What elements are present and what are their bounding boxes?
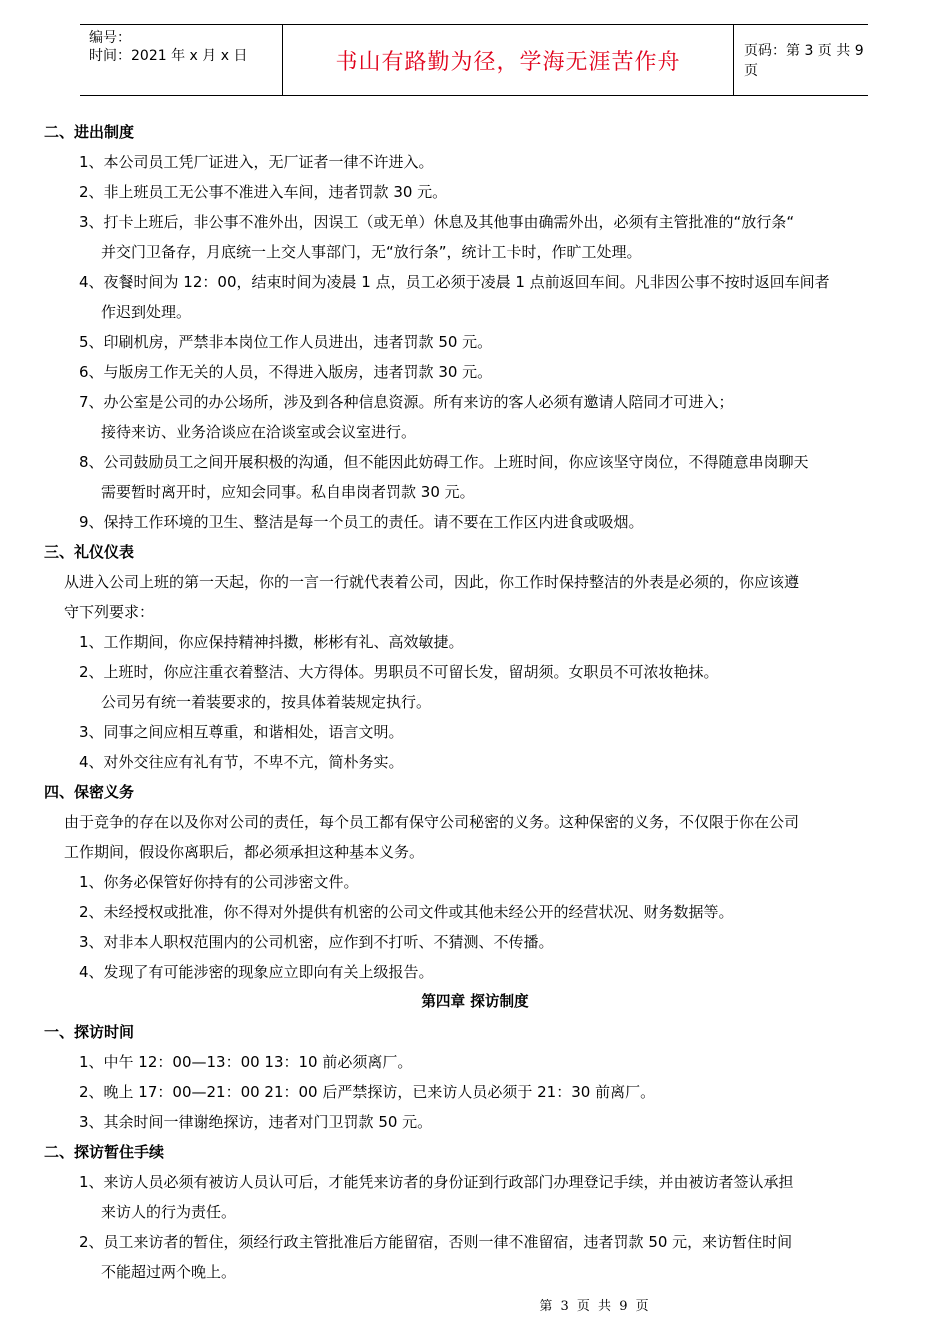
chapter-title: 第四章 探访制度 bbox=[421, 993, 529, 1010]
list-item: 4、夜餐时间为 12：00，结束时间为凌晨 1 点，员工必须于凌晨 1 点前返回车间。凡非因公事不按时返回车间者 bbox=[79, 273, 830, 291]
list-item: 5、印刷机房，严禁非本岗位工作人员进出，违者罚款 50 元。 bbox=[79, 333, 493, 351]
list-item: 6、与版房工作无关的人员，不得进入版房，违者罚款 30 元。 bbox=[79, 363, 493, 381]
section-heading: 三、礼仪仪表 bbox=[44, 543, 135, 561]
paragraph-line: 工作期间，假设你离职后，都必须承担这种基本义务。 bbox=[64, 843, 425, 861]
list-item: 3、对非本人职权范围内的公司机密，应作到不打听、不猜测、不传播。 bbox=[79, 933, 554, 951]
list-item: 2、上班时，你应注重衣着整洁、大方得体。男职员不可留长发，留胡须。女职员不可浓妆艳抹。 bbox=[79, 663, 719, 681]
list-item-continuation: 不能超过两个晚上。 bbox=[101, 1263, 237, 1281]
list-item-continuation: 接待来访、业务洽谈应在洽谈室或会议室进行。 bbox=[101, 423, 417, 441]
list-item-continuation: 作迟到处理。 bbox=[101, 303, 192, 321]
list-item: 1、中午 12：00—13：00 13：10 前必须离厂。 bbox=[79, 1053, 413, 1071]
page-footer: 第 3 页 共 9 页 bbox=[539, 1299, 651, 1314]
paragraph-line: 从进入公司上班的第一天起，你的一言一行就代表着公司，因此，你工作时保持整洁的外表是必须的，你应该遵 bbox=[64, 573, 800, 591]
section-heading: 二、探访暂住手续 bbox=[44, 1143, 165, 1161]
list-item: 1、工作期间，你应保持精神抖擞，彬彬有礼、高效敏捷。 bbox=[79, 633, 464, 651]
list-item: 8、公司鼓励员工之间开展积极的沟通，但不能因此妨碍工作。上班时间，你应该坚守岗位，不得随意串岗聊天 bbox=[79, 453, 809, 471]
section-heading: 一、探访时间 bbox=[44, 1023, 135, 1041]
document-number-label: 编号： bbox=[89, 30, 131, 46]
list-item: 3、打卡上班后，非公事不准外出，因误工（或无单）休息及其他事由确需外出，必须有主管批准的“放行条“ bbox=[79, 213, 795, 231]
list-item-continuation: 公司另有统一着装要求的，按具体着装规定执行。 bbox=[101, 693, 432, 711]
list-item: 1、本公司员工凭厂证进入，无厂证者一律不许进入。 bbox=[79, 153, 434, 171]
header-page-number: 页码：第 3 页 共 9 页 bbox=[744, 43, 864, 79]
list-item: 1、来访人员必须有被访人员认可后，才能凭来访者的身份证到行政部门办理登记手续，并由被访者签认承担 bbox=[79, 1173, 794, 1191]
list-item: 2、员工来访者的暂住，须经行政主管批准后方能留宿，否则一律不准留宿，违者罚款 50 元，来访暂住时间 bbox=[79, 1233, 793, 1251]
header-meta bbox=[80, 25, 275, 95]
list-item: 4、发现了有可能涉密的现象应立即向有关上级报告。 bbox=[79, 963, 434, 981]
list-item: 7、办公室是公司的办公场所，涉及到各种信息资源。所有来访的客人必须有邀请人陪同才可进入； bbox=[79, 393, 734, 411]
list-item: 3、其余时间一律谢绝探访，违者对门卫罚款 50 元。 bbox=[79, 1113, 433, 1131]
list-item: 9、保持工作环境的卫生、整洁是每一个员工的责任。请不要在工作区内进食或吸烟。 bbox=[79, 513, 644, 531]
section-heading: 四、保密义务 bbox=[44, 783, 135, 801]
list-item: 3、同事之间应相互尊重，和谐相处，语言文明。 bbox=[79, 723, 404, 741]
list-item: 2、未经授权或批准，你不得对外提供有机密的公司文件或其他未经公开的经营状况、财务数据等。 bbox=[79, 903, 734, 921]
list-item: 4、对外交往应有礼有节，不卑不亢，简朴务实。 bbox=[79, 753, 404, 771]
page-header bbox=[80, 24, 868, 96]
list-item-continuation: 来访人的行为责任。 bbox=[101, 1203, 237, 1221]
list-item-continuation: 需要暂时离开时，应知会同事。私自串岗者罚款 30 元。 bbox=[101, 483, 475, 501]
header-motto: 书山有路勤为径，学海无涯苦作舟 bbox=[282, 25, 734, 95]
list-item-continuation: 并交门卫备存，月底统一上交人事部门，无“放行条”，统计工卡时，作旷工处理。 bbox=[101, 243, 642, 261]
list-item: 1、你务必保管好你持有的公司涉密文件。 bbox=[79, 873, 359, 891]
paragraph-line: 由于竞争的存在以及你对公司的责任，每个员工都有保守公司秘密的义务。这种保密的义务，不仅限于你在公司 bbox=[64, 813, 800, 831]
list-item: 2、晚上 17：00—21：00 21：00 后严禁探访，已来访人员必须于 21：30 前离厂。 bbox=[79, 1083, 656, 1101]
document-date: 时间：2021 年 x 月 x 日 bbox=[89, 48, 248, 64]
section-heading: 二、进出制度 bbox=[44, 123, 135, 141]
list-item: 2、非上班员工无公事不准进入车间，违者罚款 30 元。 bbox=[79, 183, 448, 201]
paragraph-line: 守下列要求： bbox=[64, 603, 155, 621]
